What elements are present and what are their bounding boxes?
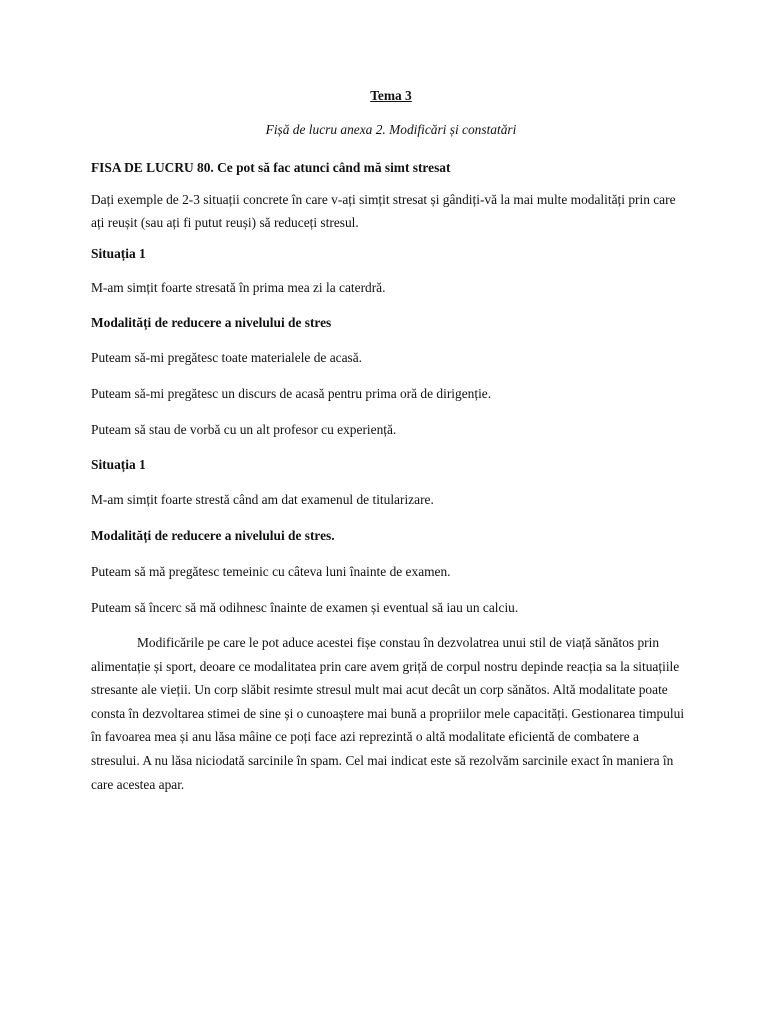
situation-2-methods-heading: Modalități de reducere a nivelului de stres. bbox=[91, 528, 335, 543]
document-subtitle: Fișă de lucru anexa 2. Modificări și constatări bbox=[265, 122, 517, 137]
document-content bbox=[91, 86, 691, 796]
instructions-paragraph: Dați exemple de 2-3 situații concrete în care v-ați simțit stresat și gândiți-vă la mai multe modalități prin care ați reușit (sau ați fi putut reuși) să reduceți stresul. bbox=[91, 192, 676, 230]
situation-1-heading: Situația 1 bbox=[91, 246, 146, 261]
situation-1-method-3: Puteam să stau de vorbă cu un alt profesor cu experiență. bbox=[91, 422, 397, 437]
situation-2-heading: Situația 1 bbox=[91, 457, 146, 472]
situation-2-method-1: Puteam să mă pregătesc temeinic cu câteva luni înainte de examen. bbox=[91, 564, 451, 579]
situation-1-method-1: Puteam să-mi pregătesc toate materialele de acasă. bbox=[91, 350, 363, 365]
situation-2-method-2: Puteam să încerc să mă odihnesc înainte de examen și eventual să iau un calciu. bbox=[91, 600, 519, 615]
conclusion-paragraph: Modificările pe care le pot aduce acestei fișe constau în dezvolatrea unui stil de viață sănătos prin alimentație și sport, deoare ce modalitatea prin care avem griță de corpul nostru depinde reacția sa la situațiile stresante ale vieții. Un corp slăbit resimte stresul mult mai acut decât un corp sănătos. Altă modalitate poate consta în dezvoltarea stimei de sine și o cunoaștere mai bună a propriilor mele capacități. Gestionarea timpului în favoarea mea și anu lăsa mâine ce poți face azi reprezintă o altă modalitate eficientă de combatere a stresului. A nu lăsa niciodată sarcinile în spam. Cel mai indicat este să rezolvăm sarcinile exact în maniera în care acestea apar. bbox=[91, 635, 685, 792]
document-title: Tema 3 bbox=[370, 88, 412, 103]
situation-2-description: M-am simțit foarte strestă când am dat examenul de titularizare. bbox=[91, 492, 434, 507]
situation-1-methods-heading: Modalități de reducere a nivelului de stres bbox=[91, 315, 332, 330]
situation-1-method-2: Puteam să-mi pregătesc un discurs de acasă pentru prima oră de dirigenție. bbox=[91, 386, 492, 401]
situation-1-description: M-am simțit foarte stresată în prima mea zi la caterdră. bbox=[91, 280, 386, 295]
worksheet-heading: FISA DE LUCRU 80. Ce pot să fac atunci când mă simt stresat bbox=[91, 160, 451, 175]
